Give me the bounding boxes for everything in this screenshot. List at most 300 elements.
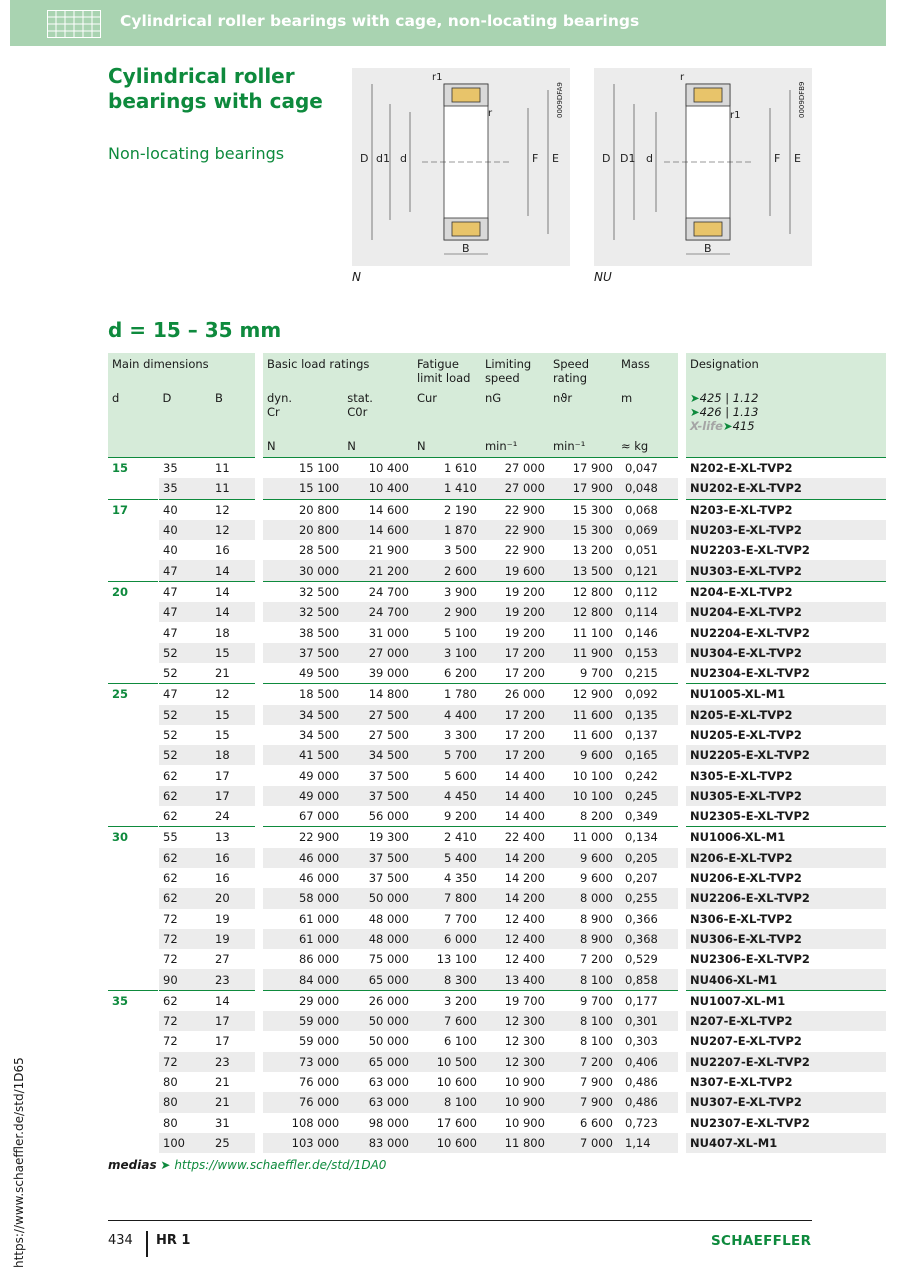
cell-D: 80 xyxy=(159,1092,212,1112)
table-row xyxy=(108,663,886,684)
cell-mass: 0,349 xyxy=(624,809,658,824)
cell-D: 72 xyxy=(159,909,212,929)
cell-nthr: 7 900 xyxy=(580,1075,613,1090)
cell-nthr: 12 900 xyxy=(549,684,617,705)
table-row xyxy=(108,602,886,622)
cell-designation: N306-E-XL-TVP2 xyxy=(690,911,793,926)
cell-mass: 0,177 xyxy=(617,990,678,1011)
cell-D: 90 xyxy=(159,969,212,990)
cell-ng: 17 200 xyxy=(504,666,545,681)
cell-ng: 12 300 xyxy=(481,1011,549,1031)
cell-D: 72 xyxy=(159,1011,212,1031)
cell-B: 11 xyxy=(211,478,255,499)
cell-D: 40 xyxy=(159,499,212,520)
cell-cr: 34 500 xyxy=(298,728,340,742)
dim-label: F xyxy=(532,152,539,165)
cell-d xyxy=(108,540,159,560)
page-header xyxy=(10,0,886,46)
table-row xyxy=(108,478,886,499)
cell-designation: NU307-E-XL-TVP2 xyxy=(686,1092,886,1112)
cell-ng: 12 300 xyxy=(481,1052,549,1072)
cell-d: 25 xyxy=(108,684,159,705)
cell-c0r: 63 000 xyxy=(343,1092,413,1112)
cell-c0r: 34 500 xyxy=(343,745,413,765)
cell-designation: NU304-E-XL-TVP2 xyxy=(686,643,886,663)
cell-d xyxy=(108,848,159,868)
cell-B: 21 xyxy=(215,666,230,681)
cell-B: 17 xyxy=(211,786,255,806)
cell-cr: 76 000 xyxy=(263,1092,343,1112)
arrow-icon: ➤ xyxy=(160,1158,171,1172)
table-row xyxy=(108,540,886,560)
cell-designation: N307-E-XL-TVP2 xyxy=(690,1075,793,1090)
table-row xyxy=(108,1052,886,1072)
cell-designation: N206-E-XL-TVP2 xyxy=(686,848,886,868)
table-row xyxy=(108,806,886,827)
cell-d xyxy=(108,1052,159,1072)
cell-cr: 49 500 xyxy=(298,666,340,681)
cell-ng: 10 900 xyxy=(504,1075,545,1090)
cell-mass: 0,153 xyxy=(617,643,678,663)
cell-cr: 20 800 xyxy=(263,520,343,540)
sub-ng: nG xyxy=(481,387,549,435)
cell-B: 21 xyxy=(215,1075,230,1090)
cell-cr: 41 500 xyxy=(263,745,343,765)
cell-designation: NU1005-XL-M1 xyxy=(686,684,886,705)
cell-mass: 0,242 xyxy=(624,768,658,783)
cell-cr: 46 000 xyxy=(298,871,340,886)
cell-cr: 86 000 xyxy=(298,952,340,967)
cell-designation: NU2204-E-XL-TVP2 xyxy=(690,625,810,640)
cell-cr: 28 500 xyxy=(298,543,340,558)
cell-designation: NU2305-E-XL-TVP2 xyxy=(690,809,810,824)
cell-nthr: 9 700 xyxy=(580,666,613,681)
cell-B: 20 xyxy=(211,888,255,908)
cell-cur: 6 100 xyxy=(444,1034,477,1049)
unit-n: N xyxy=(413,435,481,458)
cell-B: 23 xyxy=(211,1052,255,1072)
cell-designation: N207-E-XL-TVP2 xyxy=(686,1011,886,1031)
cell-D: 72 xyxy=(159,1052,212,1072)
cell-nthr: 17 900 xyxy=(549,458,617,479)
table-row xyxy=(108,520,886,540)
cell-nthr: 17 900 xyxy=(549,478,617,499)
cell-D: 35 xyxy=(159,478,212,499)
cell-ng: 22 900 xyxy=(481,499,549,520)
hdr-mass: Mass xyxy=(617,353,678,387)
dim-label: D xyxy=(360,152,369,165)
table-body xyxy=(108,458,886,1154)
table-row xyxy=(108,990,886,1011)
cell-d xyxy=(108,745,159,765)
cell-cr: 59 000 xyxy=(298,1034,340,1049)
cell-nthr: 7 200 xyxy=(549,1052,617,1072)
cell-d xyxy=(108,602,159,622)
cell-cr: 18 500 xyxy=(263,684,343,705)
cell-D: 62 xyxy=(159,868,212,888)
table-row xyxy=(108,725,886,745)
cell-cr: 22 900 xyxy=(263,827,343,848)
cell-cur: 1 410 xyxy=(413,478,481,499)
hdr-basic-load-ratings: Basic load ratings xyxy=(263,353,413,387)
dim-label: D xyxy=(602,152,611,165)
cell-ng: 14 400 xyxy=(504,809,545,824)
dim-label: D1 xyxy=(620,152,636,165)
cell-mass: 0,207 xyxy=(624,871,658,886)
unit-n: N xyxy=(343,435,413,458)
cell-mass: 0,134 xyxy=(617,827,678,848)
cell-D: 62 xyxy=(159,990,212,1011)
cell-mass: 0,069 xyxy=(617,520,678,540)
cell-nthr: 15 300 xyxy=(549,520,617,540)
sub-dyn: dyn. Cr xyxy=(263,387,343,435)
cell-nthr: 13 500 xyxy=(549,560,617,581)
table-row xyxy=(108,745,886,765)
cell-mass: 0,303 xyxy=(624,1034,658,1049)
dim-label: r1 xyxy=(432,72,443,83)
cell-B: 19 xyxy=(215,911,230,926)
cell-ng: 19 200 xyxy=(481,602,549,622)
cell-cr: 30 000 xyxy=(263,560,343,581)
cell-c0r: 27 000 xyxy=(343,643,413,663)
cell-cr: 15 100 xyxy=(263,458,343,479)
cell-designation: NU2306-E-XL-TVP2 xyxy=(690,952,810,967)
cell-D: 52 xyxy=(159,725,212,745)
unit-n: N xyxy=(263,435,343,458)
cell-cur: 1 780 xyxy=(413,684,481,705)
cell-d xyxy=(108,725,159,745)
cell-c0r: 65 000 xyxy=(343,1052,413,1072)
cell-D: 62 xyxy=(159,806,212,827)
cell-B: 15 xyxy=(211,643,255,663)
cell-nthr: 10 100 xyxy=(549,786,617,806)
cell-nthr: 11 900 xyxy=(549,643,617,663)
cell-mass: 0,215 xyxy=(624,666,658,681)
table-row xyxy=(108,1072,886,1092)
hdr-speed-rating: Speed rating xyxy=(549,353,617,387)
cell-ng: 12 400 xyxy=(504,952,545,967)
cell-c0r: 31 000 xyxy=(368,625,409,640)
cell-B: 15 xyxy=(215,728,230,742)
cell-designation: NU2206-E-XL-TVP2 xyxy=(686,888,886,908)
dim-label: d1 xyxy=(376,152,390,165)
cell-mass: 0,114 xyxy=(617,602,678,622)
table-row xyxy=(108,949,886,969)
cell-cr: 20 800 xyxy=(263,499,343,520)
cell-cur: 4 400 xyxy=(413,705,481,725)
sub-cur: Cur xyxy=(413,387,481,435)
cell-B: 27 xyxy=(215,952,230,967)
cell-c0r: 37 500 xyxy=(343,848,413,868)
table-row xyxy=(108,622,886,642)
cell-mass: 0,112 xyxy=(617,581,678,602)
arrow-icon: ➤ xyxy=(722,419,733,433)
cell-ng: 12 400 xyxy=(481,929,549,949)
unit-min: min⁻¹ xyxy=(549,435,617,458)
cell-c0r: 39 000 xyxy=(368,666,409,681)
cell-ng: 19 200 xyxy=(504,625,545,640)
cell-d xyxy=(108,478,159,499)
cell-cur: 6 200 xyxy=(444,666,477,681)
cell-B: 15 xyxy=(211,705,255,725)
table-row xyxy=(108,868,886,888)
cell-mass: 0,486 xyxy=(617,1092,678,1112)
cell-cr: 15 100 xyxy=(263,478,343,499)
cell-mass: 0,051 xyxy=(624,543,658,558)
drawing-code: 0009DFA9 xyxy=(556,82,564,118)
table-row xyxy=(108,969,886,990)
cell-ng: 11 800 xyxy=(481,1133,549,1153)
cell-nthr: 6 600 xyxy=(580,1115,613,1130)
cell-c0r: 37 500 xyxy=(343,786,413,806)
cell-nthr: 9 600 xyxy=(580,871,613,886)
cell-d xyxy=(108,1113,159,1133)
cell-ng: 14 200 xyxy=(481,848,549,868)
cell-mass: 1,14 xyxy=(617,1133,678,1153)
medias-link[interactable]: medias ➤ https://www.schaeffler.de/std/1DA0 xyxy=(108,1158,387,1172)
cell-designation: NU2205-E-XL-TVP2 xyxy=(686,745,886,765)
side-url[interactable]: https://www.schaeffler.de/std/1D65 xyxy=(12,1057,26,1268)
cell-cr: 49 000 xyxy=(263,786,343,806)
table-row xyxy=(108,827,886,848)
dim-label: B xyxy=(462,242,470,255)
cell-c0r: 21 200 xyxy=(343,560,413,581)
cell-c0r: 56 000 xyxy=(368,809,409,824)
cell-designation: NU306-E-XL-TVP2 xyxy=(686,929,886,949)
arrow-icon: ➤ xyxy=(690,405,700,419)
cell-c0r: 50 000 xyxy=(368,1034,409,1049)
cell-d xyxy=(108,560,159,581)
drawing-n-label: N xyxy=(352,270,361,284)
table-grid-icon xyxy=(47,10,101,38)
sub-references: ➤425 | 1.12 ➤426 | 1.13 X-life➤415 xyxy=(686,387,886,435)
cell-D: 47 xyxy=(159,684,212,705)
cell-designation: NU2307-E-XL-TVP2 xyxy=(690,1115,810,1130)
cell-d: 15 xyxy=(108,458,159,479)
cell-ng: 12 400 xyxy=(504,911,545,926)
cell-B: 12 xyxy=(211,684,255,705)
cell-c0r: 19 300 xyxy=(343,827,413,848)
cell-nthr: 8 900 xyxy=(549,929,617,949)
cell-D: 72 xyxy=(159,929,212,949)
cell-cur: 7 700 xyxy=(444,911,477,926)
cell-cur: 8 300 xyxy=(413,969,481,990)
cell-c0r: 10 400 xyxy=(343,458,413,479)
cell-nthr: 15 300 xyxy=(549,499,617,520)
cell-ng: 17 200 xyxy=(481,705,549,725)
drawing-nu-label: NU xyxy=(594,270,612,284)
cell-cur: 5 100 xyxy=(444,625,477,640)
cell-B: 21 xyxy=(211,1092,255,1112)
cell-designation: NU203-E-XL-TVP2 xyxy=(686,520,886,540)
cell-c0r: 21 900 xyxy=(368,543,409,558)
cell-d xyxy=(108,765,159,785)
cell-nthr: 8 100 xyxy=(549,969,617,990)
cell-c0r: 37 500 xyxy=(368,768,409,783)
hdr-fatigue: Fatigue limit load xyxy=(413,353,481,387)
cell-cr: 58 000 xyxy=(263,888,343,908)
cell-nthr: 11 100 xyxy=(572,625,613,640)
cell-c0r: 26 000 xyxy=(343,990,413,1011)
table-row xyxy=(108,765,886,785)
cell-designation: NU202-E-XL-TVP2 xyxy=(686,478,886,499)
table-row xyxy=(108,1092,886,1112)
cell-nthr: 7 900 xyxy=(549,1092,617,1112)
page-subtitle: Non-locating bearings xyxy=(108,144,285,163)
cell-c0r: 75 000 xyxy=(368,952,409,967)
cell-ng: 19 700 xyxy=(481,990,549,1011)
page-number: 434 xyxy=(108,1233,133,1248)
cell-ng: 14 400 xyxy=(504,768,545,783)
range-title: d = 15 – 35 mm xyxy=(108,318,282,342)
cell-B: 12 xyxy=(211,499,255,520)
table-row xyxy=(108,581,886,602)
cell-mass: 0,121 xyxy=(617,560,678,581)
cell-D: 62 xyxy=(159,786,212,806)
cell-D: 80 xyxy=(159,1113,212,1133)
table-row xyxy=(108,909,886,929)
page-title: Cylindrical roller bearings with cage xyxy=(108,64,323,113)
cell-d xyxy=(108,643,159,663)
table-row xyxy=(108,848,886,868)
cell-d: 17 xyxy=(108,499,159,520)
cell-d xyxy=(108,520,159,540)
cell-cur: 10 600 xyxy=(413,1133,481,1153)
cell-ng: 27 000 xyxy=(481,478,549,499)
table-row xyxy=(108,560,886,581)
hdr-main-dimensions: Main dimensions xyxy=(108,353,255,387)
cell-cur: 9 200 xyxy=(444,809,477,824)
cell-D: 52 xyxy=(159,705,212,725)
cell-cur: 4 450 xyxy=(413,786,481,806)
cell-d: 30 xyxy=(108,827,159,848)
drawing-code: 0009DFB9 xyxy=(798,81,806,118)
cell-B: 17 xyxy=(215,1034,230,1049)
cell-cur: 1 870 xyxy=(413,520,481,540)
cell-c0r: 50 000 xyxy=(343,1011,413,1031)
cell-designation: N202-E-XL-TVP2 xyxy=(686,458,886,479)
cell-mass: 0,047 xyxy=(617,458,678,479)
cell-B: 24 xyxy=(215,809,230,824)
cell-ng: 17 200 xyxy=(504,728,545,742)
cell-d xyxy=(108,949,159,969)
table-row xyxy=(108,1011,886,1031)
cell-c0r: 24 700 xyxy=(343,602,413,622)
cell-c0r: 37 500 xyxy=(368,871,409,886)
cell-D: 47 xyxy=(159,581,212,602)
cell-cur: 5 700 xyxy=(413,745,481,765)
cell-cur: 2 600 xyxy=(413,560,481,581)
cell-c0r: 14 800 xyxy=(343,684,413,705)
cell-mass: 0,301 xyxy=(617,1011,678,1031)
cell-mass: 0,368 xyxy=(617,929,678,949)
cell-designation: NU207-E-XL-TVP2 xyxy=(690,1034,802,1049)
cell-mass: 0,858 xyxy=(617,969,678,990)
cell-designation: NU407-XL-M1 xyxy=(686,1133,886,1153)
dim-label: r xyxy=(488,108,493,119)
cell-d xyxy=(108,868,159,888)
cell-d xyxy=(108,1031,159,1051)
cell-D: 52 xyxy=(159,643,212,663)
cell-c0r: 27 500 xyxy=(343,705,413,725)
cell-cur: 7 800 xyxy=(413,888,481,908)
footer-separator xyxy=(146,1231,148,1257)
cell-nthr: 8 100 xyxy=(580,1034,613,1049)
cell-nthr: 7 000 xyxy=(549,1133,617,1153)
cell-B: 31 xyxy=(215,1115,230,1130)
cell-d xyxy=(108,663,159,684)
cell-d xyxy=(108,622,159,642)
cell-ng: 14 400 xyxy=(481,786,549,806)
cell-designation: N204-E-XL-TVP2 xyxy=(686,581,886,602)
cell-nthr: 9 700 xyxy=(549,990,617,1011)
cell-nthr: 8 900 xyxy=(580,911,613,926)
cell-c0r: 27 500 xyxy=(368,728,409,742)
cell-c0r: 24 700 xyxy=(343,581,413,602)
cell-ng: 19 200 xyxy=(481,581,549,602)
cell-B: 14 xyxy=(211,990,255,1011)
cell-cur: 2 190 xyxy=(413,499,481,520)
hdr-limiting: Limiting speed xyxy=(481,353,549,387)
cell-mass: 0,255 xyxy=(617,888,678,908)
cell-designation: NU1006-XL-M1 xyxy=(686,827,886,848)
cell-cr: 76 000 xyxy=(298,1075,340,1090)
dim-label: E xyxy=(552,152,559,165)
cell-d xyxy=(108,786,159,806)
cell-ng: 10 900 xyxy=(481,1092,549,1112)
cell-designation: N305-E-XL-TVP2 xyxy=(690,768,793,783)
cell-mass: 0,092 xyxy=(617,684,678,705)
cell-B: 17 xyxy=(211,1011,255,1031)
cell-B: 25 xyxy=(211,1133,255,1153)
cell-nthr: 12 800 xyxy=(549,581,617,602)
hdr-designation: Designation xyxy=(686,353,886,387)
cell-D: 55 xyxy=(159,827,212,848)
footer-code: HR 1 xyxy=(156,1233,191,1248)
cell-cr: 61 000 xyxy=(298,911,340,926)
cell-d xyxy=(108,705,159,725)
cell-cur: 1 610 xyxy=(413,458,481,479)
cell-nthr: 11 000 xyxy=(549,827,617,848)
cell-d xyxy=(108,1133,159,1153)
cell-c0r: 48 000 xyxy=(343,929,413,949)
cell-designation: NU303-E-XL-TVP2 xyxy=(686,560,886,581)
cell-ng: 22 400 xyxy=(481,827,549,848)
cell-D: 72 xyxy=(159,1031,212,1051)
cell-ng: 17 200 xyxy=(481,643,549,663)
cell-cur: 3 100 xyxy=(413,643,481,663)
cell-B: 13 xyxy=(211,827,255,848)
cell-cr: 46 000 xyxy=(263,848,343,868)
cell-B: 11 xyxy=(211,458,255,479)
cell-D: 62 xyxy=(159,765,212,785)
cell-cur: 4 350 xyxy=(444,871,477,886)
xlife-logo: X-life xyxy=(690,419,723,433)
cell-cur: 2 410 xyxy=(413,827,481,848)
cell-D: 35 xyxy=(159,458,212,479)
cell-cur: 10 500 xyxy=(413,1052,481,1072)
cell-D: 52 xyxy=(159,745,212,765)
cell-mass: 0,135 xyxy=(617,705,678,725)
table-row xyxy=(108,1113,886,1133)
cell-cur: 6 000 xyxy=(413,929,481,949)
cell-mass: 0,529 xyxy=(624,952,658,967)
sub-B: B xyxy=(211,387,255,435)
cell-designation: NU1007-XL-M1 xyxy=(686,990,886,1011)
cell-cur: 3 900 xyxy=(413,581,481,602)
cell-cur: 10 600 xyxy=(436,1075,477,1090)
cell-D: 47 xyxy=(159,602,212,622)
